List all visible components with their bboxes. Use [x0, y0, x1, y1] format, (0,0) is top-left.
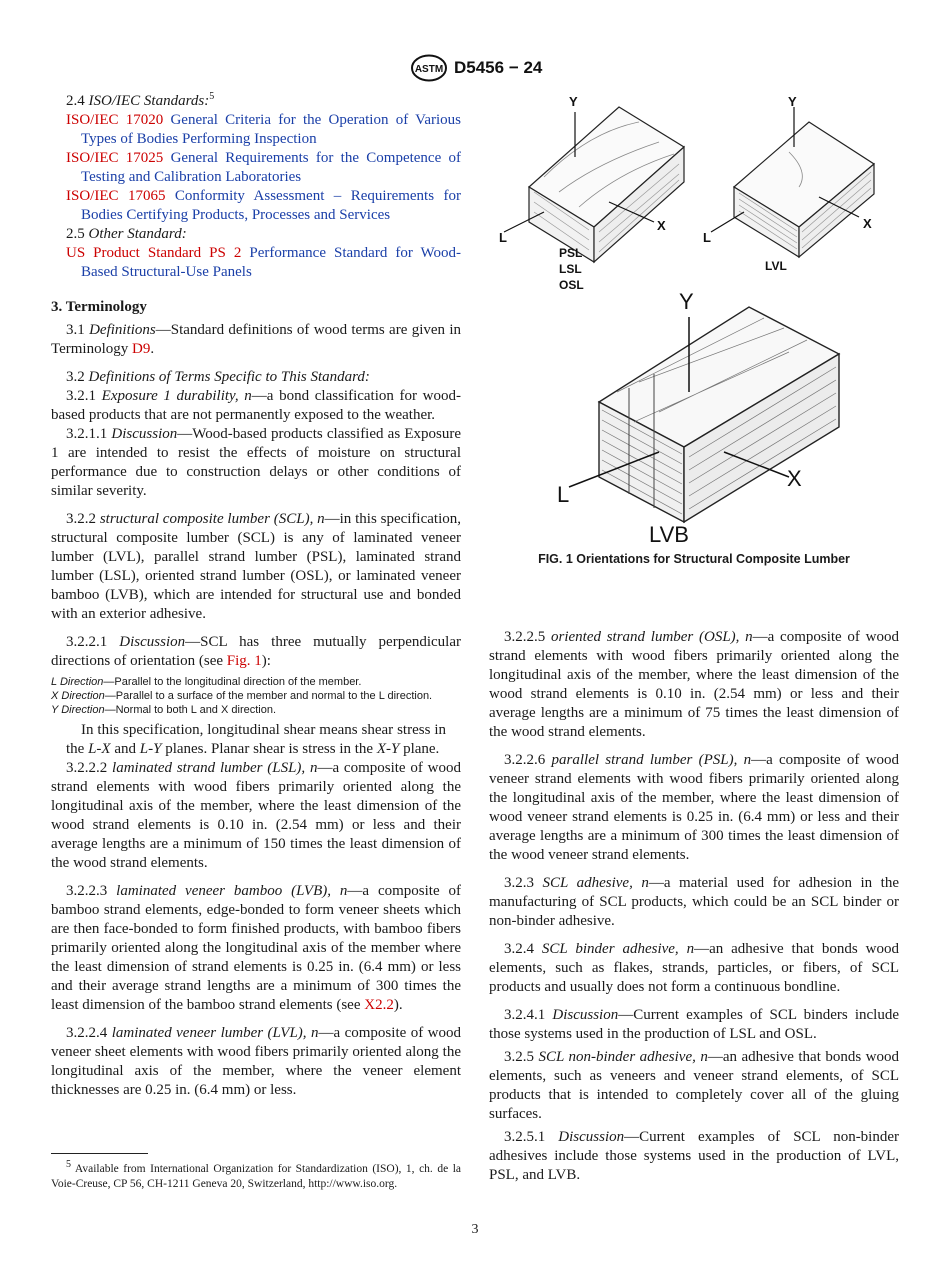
figure-1 [489, 92, 899, 572]
footnote-divider [51, 1153, 148, 1154]
direction-definitions [51, 675, 461, 717]
lvb-label-x: X [787, 466, 802, 491]
section-2-4-title: 2.4 ISO/IEC Standards:$^5$ [66, 91, 215, 109]
label-osl: OSL [559, 278, 584, 292]
left-column [51, 92, 461, 1100]
lvb-label-y: Y [679, 289, 694, 314]
page-header [0, 52, 950, 86]
paragraph-3-2-5-1: 3.2.5.1 Discussion—Current examples of SCL non-binder adhesives include those systems used in the production of LVL, PSL, and LVB. [489, 1129, 900, 1183]
lvl-label-x: X [863, 216, 872, 231]
link-x2-2[interactable]: X2.2 [364, 997, 394, 1013]
paragraph-3-2-4-1: 3.2.4.1 Discussion—Current examples of SCL binders include those systems used in the production of LSL and OSL. [489, 1007, 900, 1042]
psl-label-x: X [657, 218, 666, 233]
direction-x: X Direction—Parallel to a surface of the member and normal to the L direction. [51, 690, 433, 702]
reference-iso-17020[interactable]: ISO/IEC 17020 General Criteria for the Operation of Various Types of Bodies Performing Inspection [66, 112, 461, 147]
paragraph-3-2: 3.2 Definitions of Terms Specific to This Standard: [66, 369, 370, 385]
document-id: D5456 − 24 [454, 58, 543, 77]
section-2-5-title: 2.5 Other Standard: [66, 226, 187, 242]
paragraph-3-2-2-3: 3.2.2.3 laminated veneer bamboo (LVB), n—a composite of bamboo strand elements, edge-bonded to form veneer sheets which are then face-bonded to form finished products, with bamboo fibers primarily oriented along the longitudinal axis of the member where the least dimension of strand elements is 0.25 in. (6.4 mm) or less and their average strand lengths are a minimum of 300 times the least dimension of the bamboo strand elements (see X2.2). [51, 883, 461, 1013]
footnote-5: $^5$ Available from International Organization for Standardization (ISO), 1, ch. de la Voie-Creuse, CP 56, CH-1211 Geneva 20, Switzerland, http://www.iso.org. [51, 1159, 461, 1190]
paragraph-3-2-2-1: 3.2.2.1 Discussion—SCL has three mutually perpendicular directions of orientation (see Fig. 1): [51, 634, 462, 669]
label-lsl: LSL [559, 262, 582, 276]
paragraph-3-2-2-2: 3.2.2.2 laminated strand lumber (LSL), n—a composite of wood strand elements with wood fibers primarily oriented along the longitudinal axis of the member, where the least dimension of the wood strand elements is 0.10 in. (2.54 mm) or less and their average lengths are a minimum of 150 times the least dimension of the wood strand elements. [51, 760, 462, 871]
orientation-diagram [489, 92, 899, 552]
page-number: 3 [471, 1222, 479, 1237]
label-psl: PSL [559, 246, 583, 260]
lvb-block [599, 307, 839, 522]
paragraph-3-2-2: 3.2.2 structural composite lumber (SCL), n—in this specification, structural composite lumber (SCL) is any of laminated veneer lumber (LVL), parallel strand lumber (PSL), laminated strand lumber (LSL), oriented strand lumber (OSL), or laminated veneer bamboo (LVB), which are intended for structural use and bonded with an exterior adhesive. [51, 511, 461, 622]
direction-l: L Direction—Parallel to the longitudinal direction of the member. [51, 676, 362, 688]
paragraph-shear: In this specification, longitudinal shear means shear stress in the L-X and L-Y planes. Planar shear is stress in the X-Y plane. [66, 722, 446, 757]
psl-label-y: Y [569, 94, 578, 109]
paragraph-3-1: 3.1 Definitions—Standard definitions of wood terms are given in Terminology D9. [51, 322, 462, 357]
psl-block [529, 107, 684, 262]
link-fig-1[interactable]: Fig. 1 [226, 653, 262, 669]
paragraph-3-2-5: 3.2.5 SCL non-binder adhesive, n—an adhesive that bonds wood elements, such as veneers and veneer strand elements, of SCL products that is intended to completely cover all of the gluing surfaces. [489, 1049, 899, 1122]
psl-label-l: L [499, 230, 507, 245]
paragraph-3-2-4: 3.2.4 SCL binder adhesive, n—an adhesive that bonds wood elements, such as flakes, strands, particles, or fibers, of SCL products and usually does not form a continuous bondline. [489, 941, 900, 995]
lvl-axis-l [711, 212, 744, 232]
paragraph-3-2-2-5: 3.2.2.5 oriented strand lumber (OSL), n—a composite of wood strand elements with wood fibers primarily oriented along the longitudinal axis of the member, where the least dimension of the wood strand elements is 0.10 in. (2.54 mm) or less and their average lengths are a minimum of 75 times the least dimension of the wood strand elements. [489, 629, 899, 740]
direction-y: Y Direction—Normal to both L and X direction. [51, 704, 277, 716]
label-lvb: LVB [649, 522, 689, 547]
lvb-label-l: L [557, 482, 570, 507]
astm-logo-icon [410, 54, 448, 82]
label-lvl: LVL [765, 259, 787, 273]
link-d9[interactable]: D9 [132, 341, 151, 357]
reference-ps-2[interactable]: US Product Standard PS 2 Performance Standard for Wood-Based Structural-Use Panels [66, 245, 462, 280]
figure-1-caption: FIG. 1 Orientations for Structural Composite Lumber [538, 552, 850, 566]
right-column [489, 628, 899, 1185]
paragraph-3-2-1-1: 3.2.1.1 Discussion—Wood-based products classified as Exposure 1 are intended to resist the effects of moisture on structural performance due to construction delays or other conditions of similar severity. [51, 426, 461, 499]
section-heading-terminology: 3. Terminology [51, 299, 147, 315]
paragraph-3-2-1: 3.2.1 Exposure 1 durability, n—a bond classification for wood-based products that are not permanently exposed to the weather. [51, 388, 462, 423]
paragraph-3-2-2-6: 3.2.2.6 parallel strand lumber (PSL), n—a composite of wood veneer strand elements with wood fibers primarily oriented along the longitudinal axis of the member, where the least dimension of wood veneer strand elements is 0.25 in. (6.4 mm) or less and their average lengths are a minimum of 300 times the least dimension of the wood veneer strand elements. [489, 752, 900, 863]
reference-iso-17025[interactable]: ISO/IEC 17025 General Requirements for the Competence of Testing and Calibration Laboratories [66, 150, 462, 185]
reference-iso-17065[interactable]: ISO/IEC 17065 Conformity Assessment – Requirements for Bodies Certifying Products, Processes and Services [66, 188, 462, 223]
lvl-block [734, 122, 874, 257]
paragraph-3-2-2-4: 3.2.2.4 laminated veneer lumber (LVL), n—a composite of wood veneer sheet elements with wood fibers primarily oriented along the longitudinal axis of the member, where the veneer element thicknesses are 0.25 in. (6.4 mm) or less. [51, 1025, 461, 1098]
paragraph-3-2-3: 3.2.3 SCL adhesive, n—a material used for adhesion in the manufacturing of SCL products, which could be an SCL binder or non-binder adhesive. [489, 875, 899, 929]
astm-logo-text: ASTM [414, 64, 444, 75]
lvl-label-l: L [703, 230, 711, 245]
lvl-label-y: Y [788, 94, 797, 109]
